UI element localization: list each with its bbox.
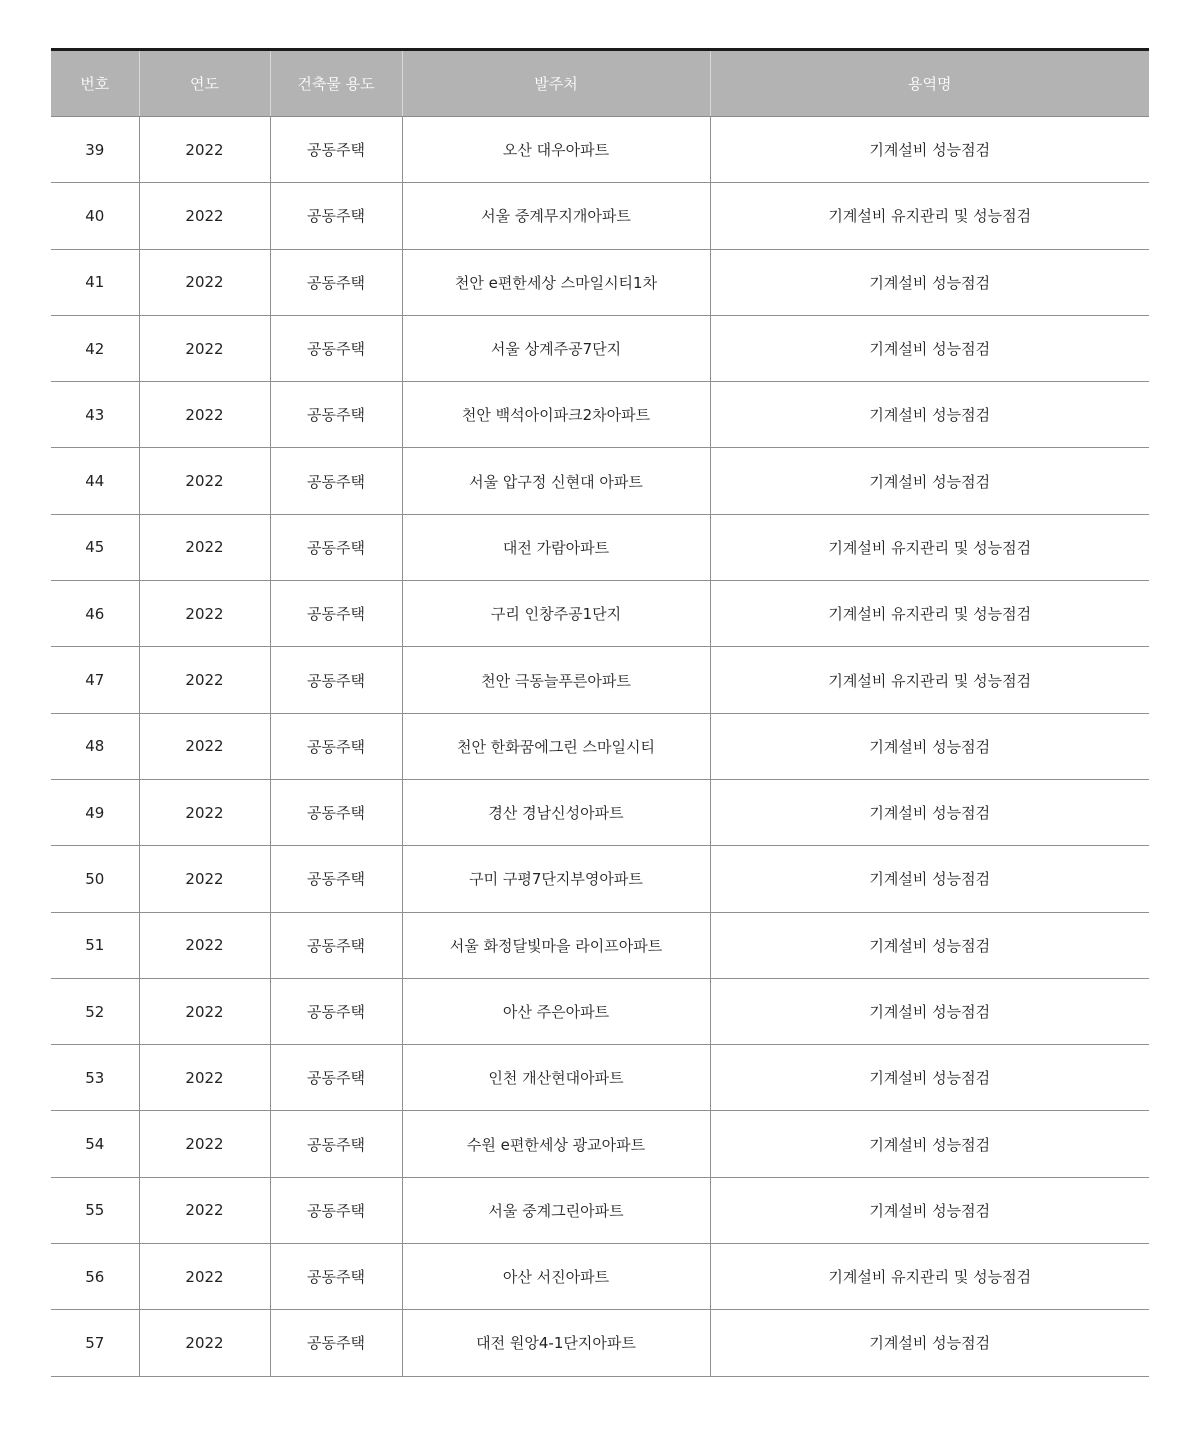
cell-year: 2022: [139, 581, 270, 647]
table-row: [51, 846, 1149, 912]
cell-building-use: 공동주택: [270, 1177, 402, 1243]
table-row: [51, 1111, 1149, 1177]
cell-client: 서울 중계무지개아파트: [402, 183, 710, 249]
cell-client: 대전 원앙4-1단지아파트: [402, 1310, 710, 1376]
table-row: [51, 713, 1149, 779]
cell-client: 천안 e편한세상 스마일시티1차: [402, 249, 710, 315]
cell-number: 40: [51, 183, 139, 249]
cell-year: 2022: [139, 1244, 270, 1310]
table-row: [51, 514, 1149, 580]
cell-building-use: 공동주택: [270, 1310, 402, 1376]
cell-service-name: 기계설비 성능점검: [710, 1111, 1149, 1177]
cell-number: 48: [51, 713, 139, 779]
cell-building-use: 공동주택: [270, 779, 402, 845]
cell-service-name: 기계설비 유지관리 및 성능점검: [710, 581, 1149, 647]
cell-building-use: 공동주택: [270, 448, 402, 514]
cell-year: 2022: [139, 117, 270, 183]
cell-number: 47: [51, 647, 139, 713]
cell-building-use: 공동주택: [270, 382, 402, 448]
cell-number: 44: [51, 448, 139, 514]
cell-building-use: 공동주택: [270, 1244, 402, 1310]
cell-service-name: 기계설비 유지관리 및 성능점검: [710, 1244, 1149, 1310]
cell-building-use: 공동주택: [270, 581, 402, 647]
cell-building-use: 공동주택: [270, 514, 402, 580]
cell-building-use: 공동주택: [270, 183, 402, 249]
cell-year: 2022: [139, 514, 270, 580]
cell-service-name: 기계설비 유지관리 및 성능점검: [710, 647, 1149, 713]
cell-client: 경산 경남신성아파트: [402, 779, 710, 845]
table-row: [51, 117, 1149, 183]
cell-service-name: 기계설비 성능점검: [710, 1177, 1149, 1243]
cell-client: 수원 e편한세상 광교아파트: [402, 1111, 710, 1177]
cell-year: 2022: [139, 1177, 270, 1243]
cell-year: 2022: [139, 249, 270, 315]
cell-number: 49: [51, 779, 139, 845]
cell-number: 57: [51, 1310, 139, 1376]
cell-client: 천안 백석아이파크2차아파트: [402, 382, 710, 448]
cell-service-name: 기계설비 성능점검: [710, 448, 1149, 514]
cell-service-name: 기계설비 성능점검: [710, 978, 1149, 1044]
header-row: [51, 50, 1149, 117]
cell-service-name: 기계설비 성능점검: [710, 846, 1149, 912]
cell-client: 서울 중계그린아파트: [402, 1177, 710, 1243]
cell-service-name: 기계설비 유지관리 및 성능점검: [710, 183, 1149, 249]
cell-client: 아산 주은아파트: [402, 978, 710, 1044]
cell-client: 천안 한화꿈에그린 스마일시티: [402, 713, 710, 779]
header-year: 연도: [139, 50, 270, 117]
cell-year: 2022: [139, 912, 270, 978]
cell-building-use: 공동주택: [270, 117, 402, 183]
table-row: [51, 315, 1149, 381]
cell-number: 54: [51, 1111, 139, 1177]
cell-number: 53: [51, 1045, 139, 1111]
cell-number: 39: [51, 117, 139, 183]
cell-building-use: 공동주택: [270, 713, 402, 779]
table-row: [51, 912, 1149, 978]
cell-building-use: 공동주택: [270, 315, 402, 381]
header-number: 번호: [51, 50, 139, 117]
cell-service-name: 기계설비 성능점검: [710, 117, 1149, 183]
cell-client: 인천 개산현대아파트: [402, 1045, 710, 1111]
table-row: [51, 978, 1149, 1044]
cell-client: 서울 상계주공7단지: [402, 315, 710, 381]
table-row: [51, 448, 1149, 514]
cell-number: 50: [51, 846, 139, 912]
cell-year: 2022: [139, 978, 270, 1044]
cell-year: 2022: [139, 779, 270, 845]
cell-service-name: 기계설비 성능점검: [710, 1045, 1149, 1111]
cell-service-name: 기계설비 성능점검: [710, 779, 1149, 845]
cell-client: 구리 인창주공1단지: [402, 581, 710, 647]
table-row: [51, 1310, 1149, 1376]
cell-number: 46: [51, 581, 139, 647]
cell-year: 2022: [139, 713, 270, 779]
cell-client: 아산 서진아파트: [402, 1244, 710, 1310]
cell-building-use: 공동주택: [270, 249, 402, 315]
header-client: 발주처: [402, 50, 710, 117]
cell-number: 55: [51, 1177, 139, 1243]
cell-year: 2022: [139, 1310, 270, 1376]
cell-building-use: 공동주택: [270, 912, 402, 978]
cell-year: 2022: [139, 382, 270, 448]
cell-number: 45: [51, 514, 139, 580]
cell-building-use: 공동주택: [270, 1111, 402, 1177]
header-building-use: 건축물 용도: [270, 50, 402, 117]
table-row: [51, 647, 1149, 713]
cell-client: 구미 구평7단지부영아파트: [402, 846, 710, 912]
cell-client: 서울 화정달빛마을 라이프아파트: [402, 912, 710, 978]
cell-service-name: 기계설비 유지관리 및 성능점검: [710, 514, 1149, 580]
cell-service-name: 기계설비 성능점검: [710, 912, 1149, 978]
cell-year: 2022: [139, 647, 270, 713]
cell-client: 천안 극동늘푸른아파트: [402, 647, 710, 713]
table-header: [51, 50, 1149, 117]
table-body: [51, 117, 1149, 1377]
cell-client: 대전 가람아파트: [402, 514, 710, 580]
cell-year: 2022: [139, 448, 270, 514]
header-service-name: 용역명: [710, 50, 1149, 117]
cell-year: 2022: [139, 1111, 270, 1177]
cell-service-name: 기계설비 성능점검: [710, 315, 1149, 381]
cell-building-use: 공동주택: [270, 647, 402, 713]
table-row: [51, 581, 1149, 647]
cell-year: 2022: [139, 315, 270, 381]
table-row: [51, 1045, 1149, 1111]
cell-building-use: 공동주택: [270, 978, 402, 1044]
project-table: [51, 48, 1149, 1377]
cell-building-use: 공동주택: [270, 1045, 402, 1111]
cell-year: 2022: [139, 183, 270, 249]
cell-building-use: 공동주택: [270, 846, 402, 912]
table-row: [51, 779, 1149, 845]
cell-year: 2022: [139, 1045, 270, 1111]
table-row: [51, 1177, 1149, 1243]
cell-number: 42: [51, 315, 139, 381]
table-row: [51, 183, 1149, 249]
cell-client: 서울 압구정 신현대 아파트: [402, 448, 710, 514]
cell-service-name: 기계설비 성능점검: [710, 713, 1149, 779]
cell-client: 오산 대우아파트: [402, 117, 710, 183]
table-row: [51, 382, 1149, 448]
cell-service-name: 기계설비 성능점검: [710, 1310, 1149, 1376]
cell-service-name: 기계설비 성능점검: [710, 249, 1149, 315]
cell-number: 41: [51, 249, 139, 315]
cell-service-name: 기계설비 성능점검: [710, 382, 1149, 448]
cell-year: 2022: [139, 846, 270, 912]
cell-number: 51: [51, 912, 139, 978]
cell-number: 43: [51, 382, 139, 448]
table-row: [51, 249, 1149, 315]
cell-number: 52: [51, 978, 139, 1044]
cell-number: 56: [51, 1244, 139, 1310]
table-row: [51, 1244, 1149, 1310]
